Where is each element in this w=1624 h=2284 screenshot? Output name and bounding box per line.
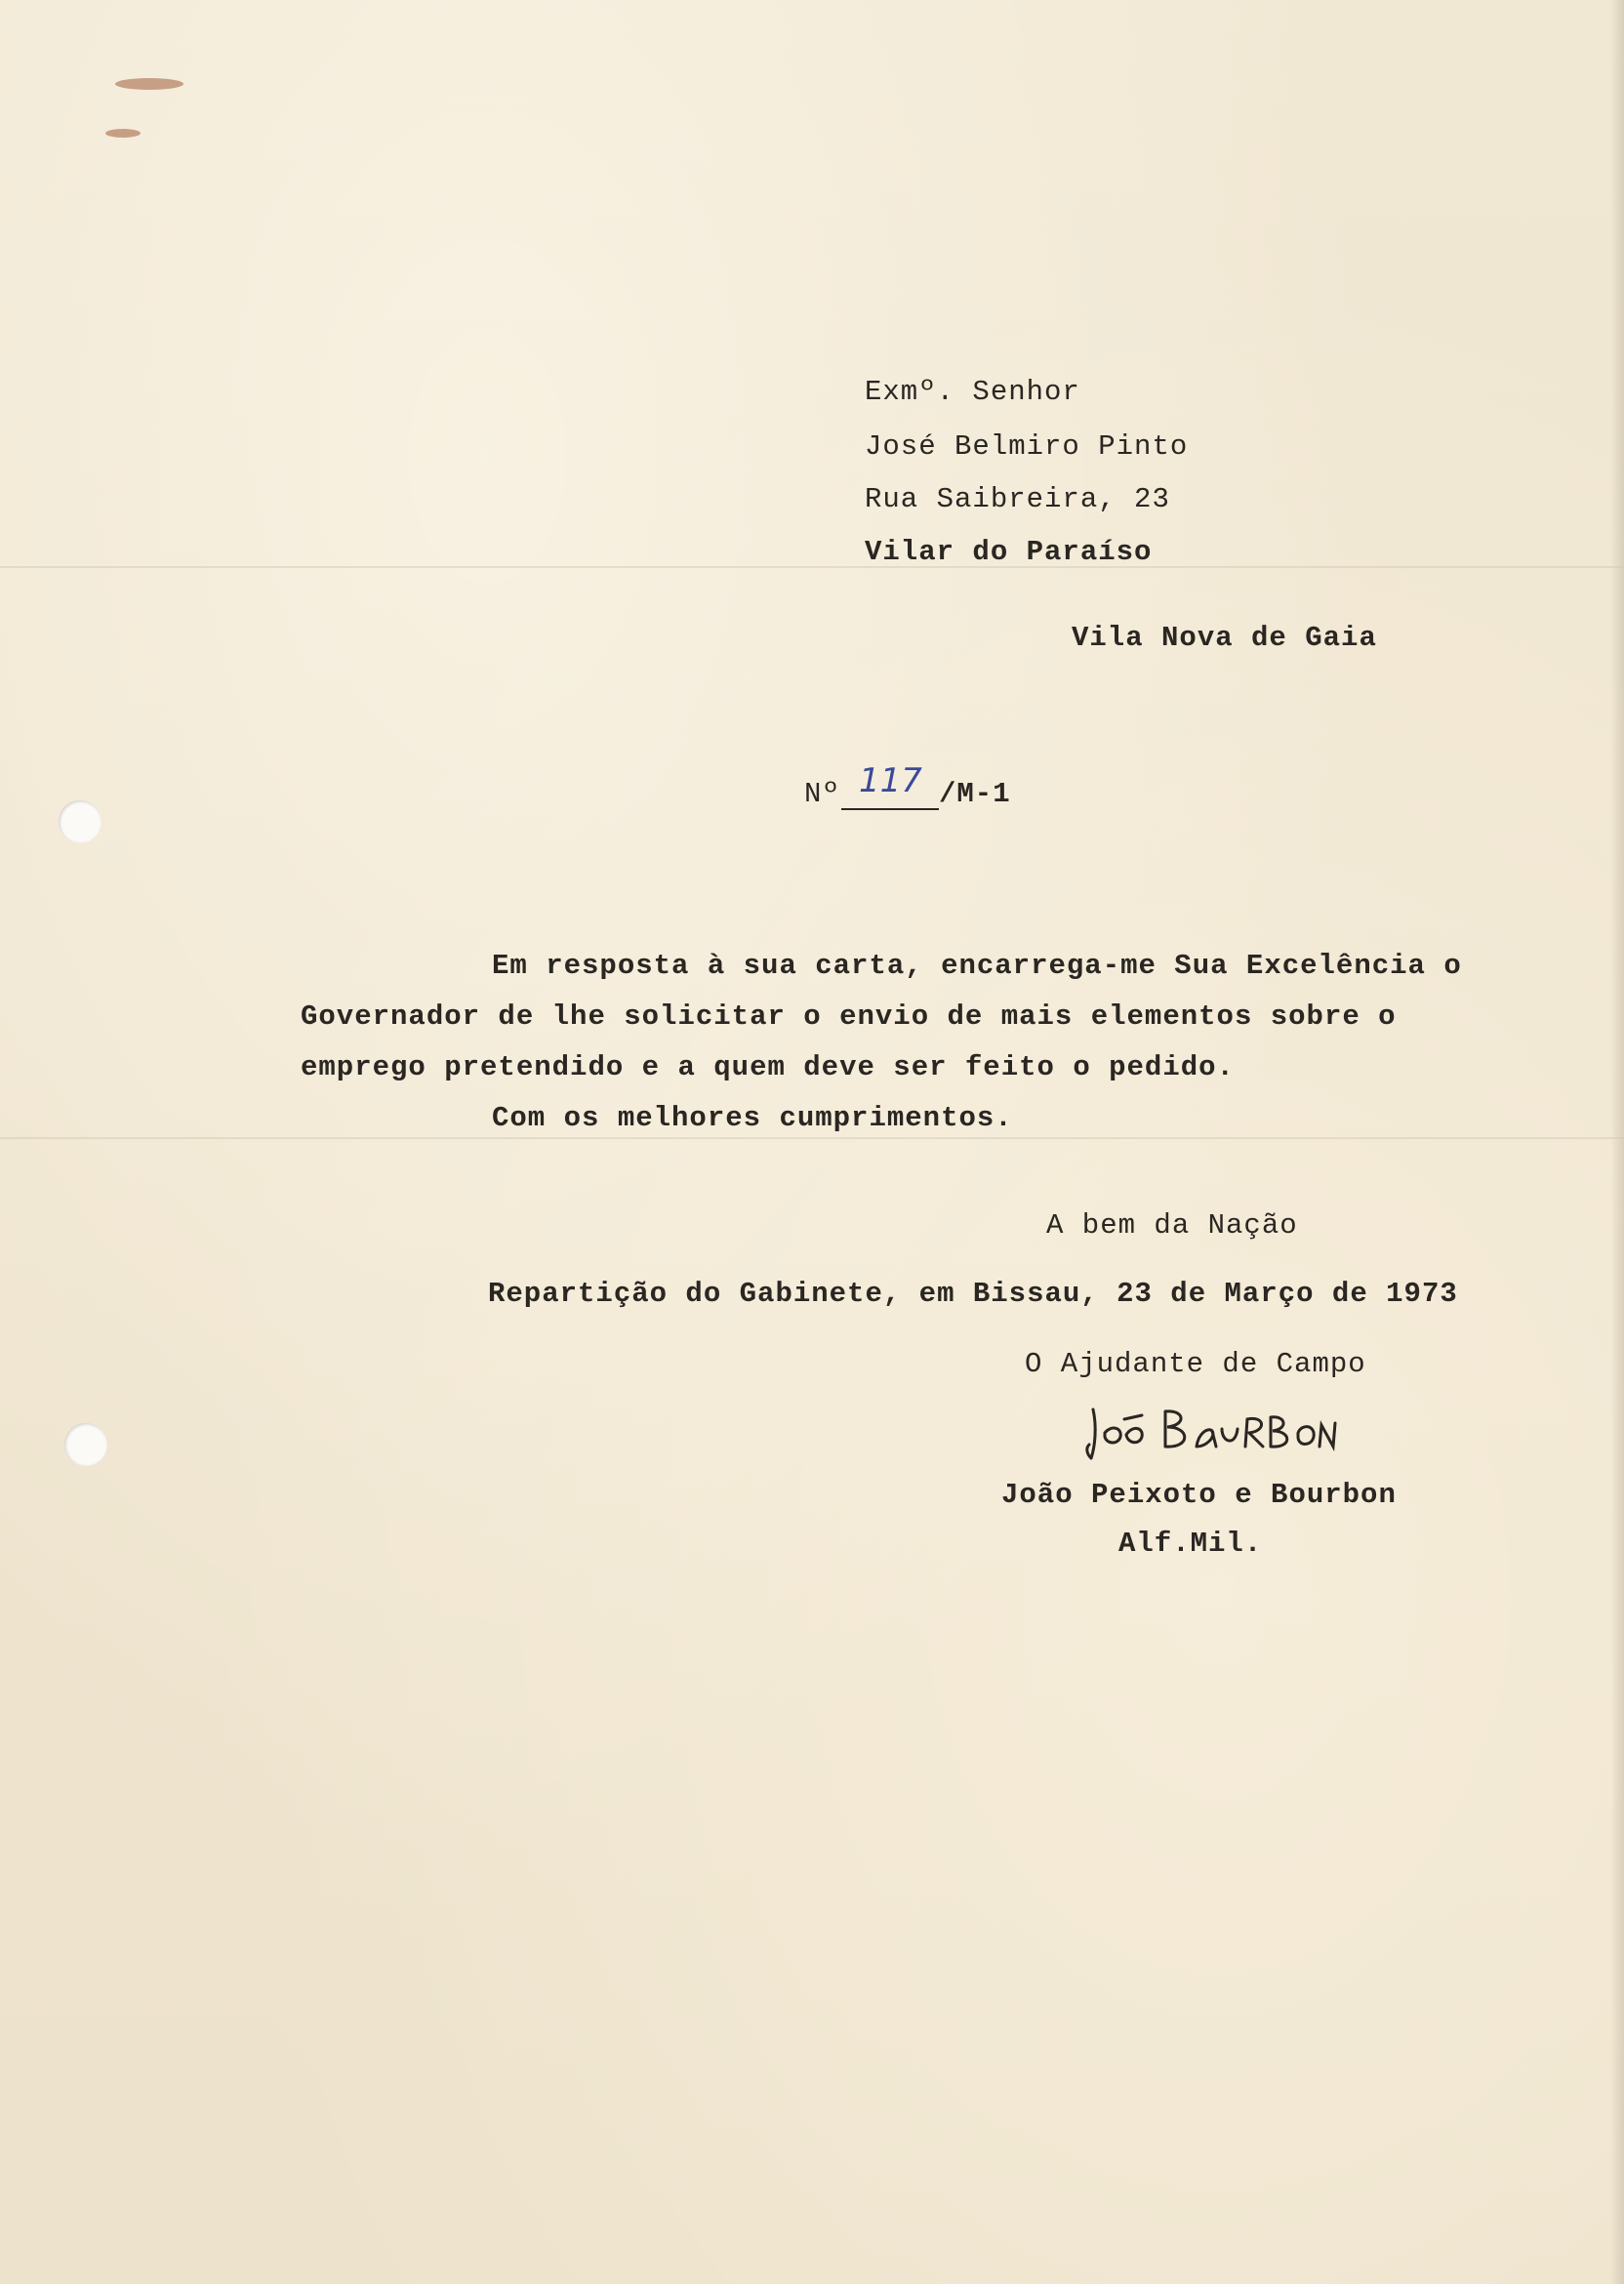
- body-line-4: Com os melhores cumprimentos.: [492, 1102, 1013, 1134]
- punch-hole: [64, 1423, 107, 1466]
- address-salutation: Exmº. Senhor: [865, 376, 1080, 408]
- reference-suffix: /M-1: [939, 778, 1011, 810]
- closing-place-date: Repartição do Gabinete, em Bissau, 23 de Março de 1973: [488, 1278, 1458, 1310]
- paper-fold-line: [0, 566, 1624, 568]
- reference-number-handwritten: 117: [859, 761, 922, 800]
- reference-prefix: Nº: [804, 778, 840, 810]
- paper-edge-shadow: [1610, 0, 1624, 2284]
- body-line-1: Em resposta à sua carta, encarrega-me Sua Excelência o: [492, 950, 1462, 982]
- address-locality: Vilar do Paraíso: [865, 536, 1153, 568]
- handwritten-signature: [1083, 1398, 1337, 1466]
- punch-hole: [59, 800, 102, 843]
- body-line-3: emprego pretendido e a quem deve ser feito o pedido.: [301, 1051, 1235, 1083]
- address-city: Vila Nova de Gaia: [1072, 622, 1377, 654]
- rust-stain: [105, 129, 141, 138]
- signer-rank: Alf.Mil.: [1118, 1528, 1263, 1560]
- closing-role: O Ajudante de Campo: [1025, 1348, 1366, 1380]
- closing-motto: A bem da Nação: [1046, 1209, 1298, 1242]
- address-name: José Belmiro Pinto: [865, 430, 1189, 463]
- address-street: Rua Saibreira, 23: [865, 483, 1170, 515]
- signer-name: João Peixoto e Bourbon: [1001, 1479, 1397, 1511]
- paper-fold-line: [0, 1137, 1624, 1139]
- reference-underline: [841, 808, 939, 810]
- body-line-2: Governador de lhe solicitar o envio de mais elementos sobre o: [301, 1000, 1397, 1033]
- rust-stain: [115, 78, 183, 90]
